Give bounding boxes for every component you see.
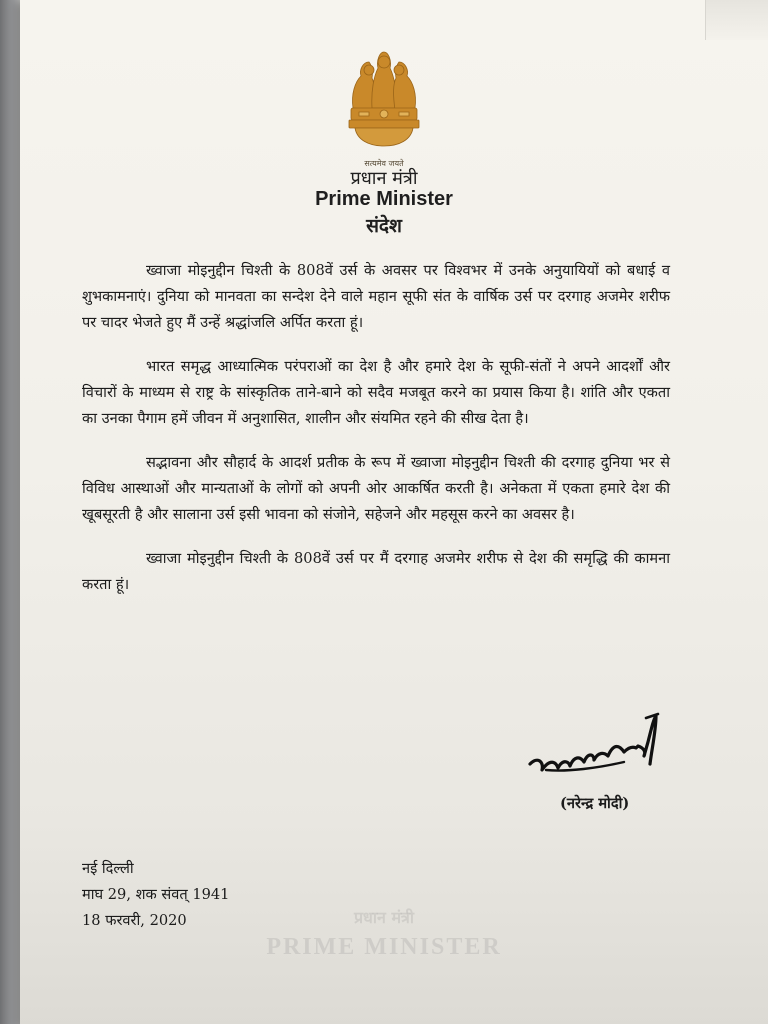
emblem-motto: सत्यमेव जयते xyxy=(364,159,404,168)
message-paragraph: सद्भावना और सौहार्द के आदर्श प्रतीक के रूप में ख्वाजा मोइनुद्दीन चिश्ती की दरगाह दुनिया भर से विविध आस्थाओं और मान्यताओं के लोगों को अपनी ओर आकर्षित करती है। अनेकता में एकता हमारे देश की खूबसूरती है और सालाना उर्स इसी भावना को संजोने, सहेजने और महसूस करने का अवसर है। xyxy=(82,454,670,523)
message-body xyxy=(82,258,670,616)
place-and-date xyxy=(82,856,229,934)
office-title-hindi: प्रधान मंत्री xyxy=(350,168,418,189)
state-emblem-icon xyxy=(345,48,423,158)
paper-fold xyxy=(705,0,768,40)
signatory-name: (नरेन्द्र मोदी) xyxy=(560,795,630,812)
date-saka: माघ 29, शक संवत् 1941 xyxy=(82,886,230,903)
show-through-hindi: प्रधान मंत्री xyxy=(353,908,415,927)
date-gregorian: 18 फरवरी, 2020 xyxy=(82,912,187,929)
message-paragraph: भारत समृद्ध आध्यात्मिक परंपराओं का देश है और हमारे देश के सूफी-संतों ने अपने आदर्शों और विचारों के माध्यम से राष्ट्र के सांस्कृतिक ताने-बाने को सदैव मजबूत करने का प्रयास किया है। शांति और एकता का उनका पैगाम हमें जीवन में अनुशासित, शालीन और संयमित रहने की सीख देता है। xyxy=(82,358,670,427)
document-type-heading: संदेश xyxy=(366,215,402,237)
office-title-english: Prime Minister xyxy=(315,188,453,210)
show-through-english: PRIME MINISTER xyxy=(266,934,502,960)
handwritten-signature xyxy=(528,712,668,792)
message-paragraph: ख्वाजा मोइनुद्दीन चिश्ती के 808वें उर्स के अवसर पर विश्वभर में उनके अनुयायियों को बधाई व शुभकामनाएं। दुनिया को मानवता का सन्देश देने वाले महान सूफी संत के वार्षिक उर्स पर दरगाह अजमेर शरीफ पर चादर भेजते हुए मैं उन्हें श्रद्धांजलि अर्पित करता हूं। xyxy=(82,262,670,331)
message-paragraph: ख्वाजा मोइनुद्दीन चिश्ती के 808वें उर्स पर मैं दरगाह अजमेर शरीफ से देश की समृद्धि की कामना करता हूं। xyxy=(82,550,670,593)
place-label: नई दिल्ली xyxy=(82,860,134,877)
